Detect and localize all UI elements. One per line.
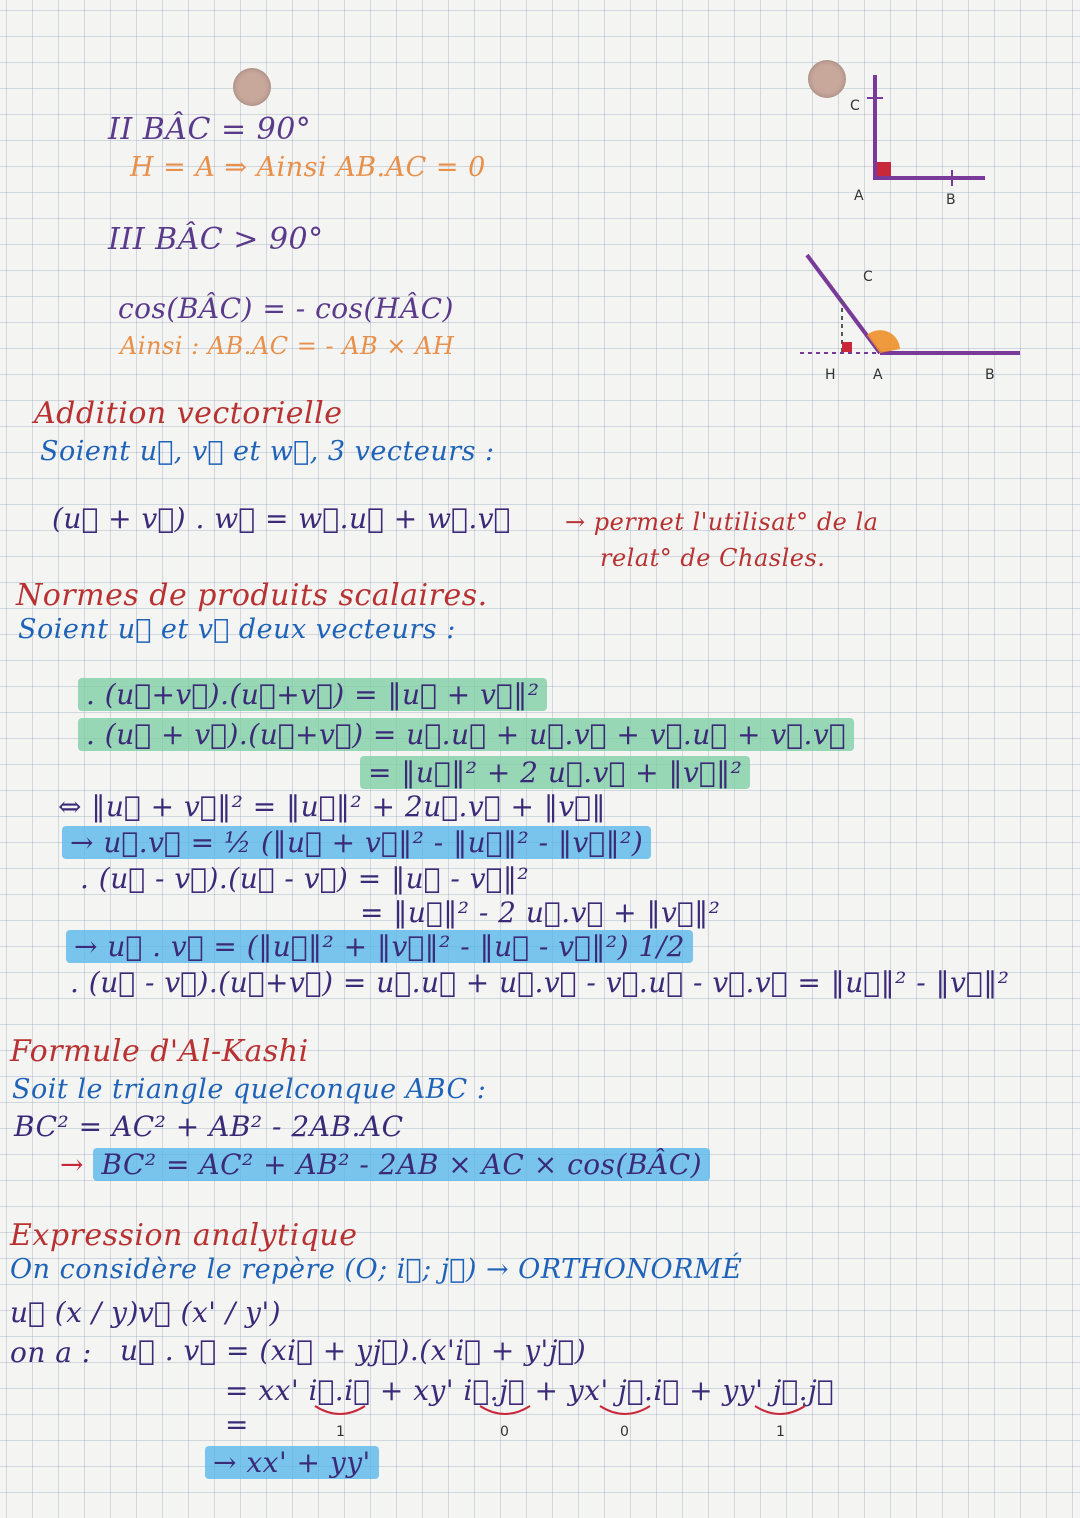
- addition-note-1: → permet l'utilisat° de la: [565, 508, 879, 536]
- normes-line-2-text: . (u⃗ + v⃗).(u⃗+v⃗) = u⃗.u⃗ + u⃗.v⃗ + v⃗.u⃗ + v⃗.v⃗: [78, 718, 854, 751]
- fig2-label-h: H: [825, 367, 836, 383]
- normes-line-2: [78, 718, 854, 751]
- normes-line-1: [78, 678, 547, 711]
- brace-value-2: 0: [500, 1424, 509, 1440]
- fig2-label-b: B: [985, 367, 995, 383]
- analytique-result-text: → xx' + yy': [205, 1446, 379, 1479]
- normes-line-8-text: → u⃗ . v⃗ = (‖u⃗‖² + ‖v⃗‖² - ‖u⃗ - v⃗‖²) 1/2: [66, 930, 693, 963]
- normes-line-3: [360, 756, 750, 789]
- fig1-label-a: A: [854, 188, 864, 204]
- right-angle-marker: [877, 162, 891, 176]
- brace-value-3: 0: [620, 1424, 629, 1440]
- normes-line-8: [66, 930, 693, 963]
- alkashi-line-1: BC² = AC² + AB² - 2AB.AC: [14, 1110, 404, 1143]
- normes-line-7: = ‖u⃗‖² - 2 u⃗.v⃗ + ‖v⃗‖²: [360, 896, 721, 929]
- analytique-on-a: on a :: [10, 1336, 92, 1369]
- addition-title: Addition vectorielle: [34, 396, 343, 431]
- alkashi-line-2-text: BC² = AC² + AB² - 2AB × AC × cos(BÂC): [93, 1148, 710, 1181]
- obtuse-angle-figure: [795, 245, 1035, 385]
- normes-line-6: . (u⃗ - v⃗).(u⃗ - v⃗) = ‖u⃗ - v⃗‖²: [80, 862, 530, 895]
- normes-line-9: . (u⃗ - v⃗).(u⃗+v⃗) = u⃗.u⃗ + u⃗.v⃗ - v⃗.u⃗ - v⃗.v⃗ = ‖u⃗‖² - ‖v⃗‖²: [70, 966, 1010, 999]
- fig1-label-c: C: [850, 98, 860, 114]
- punch-hole-left: [233, 68, 271, 106]
- addition-note-2: relat° de Chasles.: [600, 544, 826, 572]
- obtuse-angle-conclusion: Ainsi : AB.AC = - AB × AH: [120, 332, 455, 360]
- normes-line-5: [62, 826, 651, 859]
- analytique-braces: [300, 1400, 820, 1440]
- alkashi-intro: Soit le triangle quelconque ABC :: [12, 1074, 487, 1105]
- fig1-label-b: B: [946, 192, 956, 208]
- alkashi-title: Formule d'Al-Kashi: [10, 1034, 309, 1069]
- analytique-intro: On considère le repère (O; i⃗; j⃗) → ORTHONORMÉ: [10, 1254, 743, 1285]
- normes-line-5-text: → u⃗.v⃗ = ½ (‖u⃗ + v⃗‖² - ‖u⃗‖² - ‖v⃗‖²): [62, 826, 651, 859]
- addition-intro: Soient u⃗, v⃗ et w⃗, 3 vecteurs :: [40, 436, 495, 467]
- normes-line-4: ⇔ ‖u⃗ + v⃗‖² = ‖u⃗‖² + 2u⃗.v⃗ + ‖v⃗‖: [58, 790, 606, 823]
- analytique-line-2: = xx' i⃗.i⃗ + xy' i⃗.j⃗ + yx' j⃗.i⃗ + yy' j⃗.j⃗: [225, 1374, 835, 1407]
- addition-formula: (u⃗ + v⃗) . w⃗ = w⃗.u⃗ + w⃗.v⃗: [52, 502, 511, 535]
- alkashi-line-2: → BC² = AC² + AB² - 2AB × AC × cos(BÂC): [60, 1148, 710, 1181]
- analytique-title: Expression analytique: [10, 1218, 358, 1253]
- normes-line-3-text: = ‖u⃗‖² + 2 u⃗.v⃗ + ‖v⃗‖²: [360, 756, 750, 789]
- normes-title: Normes de produits scalaires.: [16, 578, 488, 613]
- angle-arc: [867, 330, 900, 353]
- section-heading-right-angle: II BÂC = 90°: [108, 112, 312, 147]
- analytique-result: [205, 1446, 379, 1479]
- brace-value-1: 1: [336, 1424, 345, 1440]
- vector-u-coords: u⃗ (x / y): [10, 1296, 139, 1329]
- fig2-label-a: A: [873, 367, 883, 383]
- brace-value-4: 1: [776, 1424, 785, 1440]
- right-angle-conclusion: H = A ⇒ Ainsi AB.AC = 0: [130, 152, 486, 183]
- right-angle-figure: [820, 70, 1000, 210]
- normes-intro: Soient u⃗ et v⃗ deux vecteurs :: [18, 614, 456, 645]
- section-heading-obtuse-angle: III BÂC > 90°: [108, 222, 324, 257]
- analytique-line-1: u⃗ . v⃗ = (xi⃗ + yj⃗).(x'i⃗ + y'j⃗): [120, 1334, 587, 1367]
- vector-v-coords: v⃗ (x' / y'): [138, 1296, 282, 1329]
- analytique-line-3: =: [225, 1408, 249, 1441]
- fig2-label-c: C: [863, 269, 873, 285]
- cosine-relation: cos(BÂC) = - cos(HÂC): [118, 292, 454, 325]
- normes-line-1-text: . (u⃗+v⃗).(u⃗+v⃗) = ‖u⃗ + v⃗‖²: [78, 678, 547, 711]
